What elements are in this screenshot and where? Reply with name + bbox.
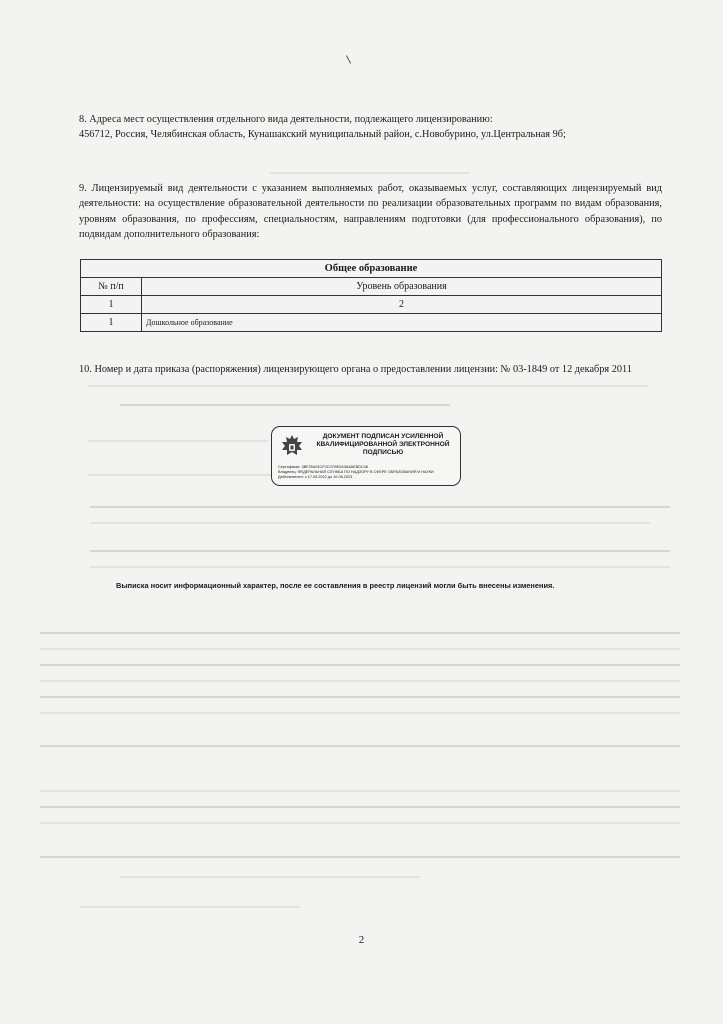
stamp-title: ДОКУМЕНТ ПОДПИСАН УСИЛЕННОЙ КВАЛИФИЦИРОВАННОЙ ЭЛЕКТРОННОЙ ПОДПИСЬЮ [316, 433, 450, 456]
column-index-2: 2 [142, 296, 662, 314]
row-number: 1 [81, 314, 142, 332]
table-section-title: Общее образование [81, 260, 662, 278]
column-index-1: 1 [81, 296, 142, 314]
column-header-level: Уровень образования [142, 278, 662, 296]
education-levels-table [80, 259, 662, 332]
stamp-info [278, 465, 454, 480]
stamp-certificate: Сертификат: 3BF25A91CF0CCF8E0A3A6AEBDC48 [278, 465, 368, 469]
disclaimer-note: Выписка носит информационный характер, после ее составления в реестр лицензий могли быть внесены изменения. [116, 581, 555, 590]
column-header-number: № п/п [81, 278, 142, 296]
section-9-activity: 9. Лицензируемый вид деятельности с указанием выполняемых работ, оказываемых услуг, составляющих лицензируемый вид деятельности: на осуществление образовательной деятельности по реализации образовательных программ по видам образования, уровням образования, по профессиям, специальностям, направлениям подготовки (для профессионального образования), по подвидам дополнительного образования: [79, 183, 662, 241]
section-8-addresses [79, 112, 662, 143]
stamp-owner: Владелец: ФЕДЕРАЛЬНАЯ СЛУЖБА ПО НАДЗОРУ В СФЕРЕ ОБРАЗОВАНИЯ И НАУКИ [278, 470, 434, 474]
stamp-validity: Действителен: с 17.05.2022 до 10.08.2023 [278, 475, 353, 479]
section-8-heading: 8. Адреса мест осуществления отдельного вида деятельности, подлежащего лицензированию: [79, 114, 493, 125]
row-education-level: Дошкольное образование [142, 314, 662, 332]
section-10-order: 10. Номер и дата приказа (распоряжения) лицензирующего органа о предоставлении лицензии: № 03-1849 от 12 декабря 2011 [79, 364, 632, 375]
page-number: 2 [358, 934, 365, 946]
scan-mark [346, 55, 351, 63]
electronic-signature-stamp [271, 426, 461, 486]
coat-of-arms-icon [278, 433, 306, 461]
section-8-address: 456712, Россия, Челябинская область, Кунашакский муниципальный район, с.Новобурино, ул.Центральная 9б; [79, 129, 566, 141]
table-row [81, 314, 662, 332]
